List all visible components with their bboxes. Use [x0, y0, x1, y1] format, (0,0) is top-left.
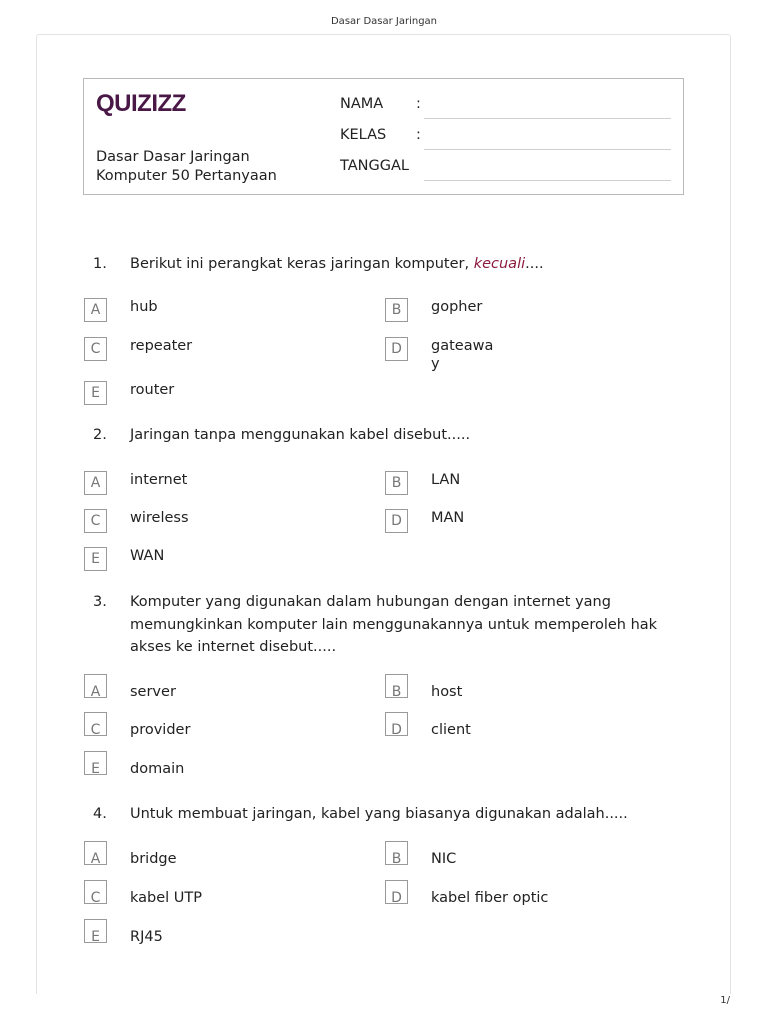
option-text: domain: [130, 761, 185, 777]
option-text: client: [431, 722, 471, 738]
option-q3-d[interactable]: [385, 712, 675, 742]
option-checkbox[interactable]: C: [84, 509, 107, 533]
name-label: NAMA: [340, 96, 384, 112]
question-number: 2.: [93, 427, 107, 443]
option-q4-d[interactable]: [385, 880, 675, 910]
option-q4-a[interactable]: [84, 841, 374, 871]
option-text: gateaway: [431, 338, 494, 372]
option-q1-e[interactable]: [84, 381, 374, 411]
question-text: Untuk membuat jaringan, kabel yang biasanya digunakan adalah.....: [130, 806, 628, 822]
name-field: [340, 96, 676, 120]
name-colon: :: [416, 96, 421, 112]
class-label: KELAS: [340, 127, 387, 143]
option-text: RJ45: [130, 929, 163, 945]
option-q3-b[interactable]: [385, 674, 675, 704]
option-q4-e[interactable]: [84, 919, 374, 949]
question-text: Berikut ini perangkat keras jaringan komputer, kecuali....: [130, 256, 544, 272]
option-text: kabel UTP: [130, 890, 203, 906]
question-text: Komputer yang digunakan dalam hubungan dengan internet yang memungkinkan komputer lain menggunakannya untuk memperoleh hak akses ke internet disebut.....: [130, 594, 658, 655]
option-text: server: [130, 684, 176, 700]
option-q2-d[interactable]: [385, 509, 675, 539]
option-checkbox[interactable]: E: [84, 751, 107, 775]
option-text: MAN: [431, 510, 465, 526]
option-q1-c[interactable]: [84, 337, 374, 367]
option-checkbox[interactable]: B: [385, 841, 408, 865]
option-q1-b[interactable]: [385, 298, 675, 328]
option-checkbox[interactable]: A: [84, 471, 107, 495]
option-q2-b[interactable]: [385, 471, 675, 501]
question-number: 4.: [93, 806, 107, 822]
option-text: gopher: [431, 299, 483, 315]
option-checkbox[interactable]: B: [385, 471, 408, 495]
option-q2-c[interactable]: [84, 509, 374, 539]
option-text: provider: [130, 722, 191, 738]
option-text: wireless: [130, 510, 189, 526]
option-text: bridge: [130, 851, 177, 867]
class-input-line[interactable]: [424, 149, 671, 150]
option-checkbox[interactable]: B: [385, 298, 408, 322]
option-checkbox[interactable]: A: [84, 298, 107, 322]
option-checkbox[interactable]: E: [84, 381, 107, 405]
class-colon: :: [416, 127, 421, 143]
option-q4-b[interactable]: [385, 841, 675, 871]
page-counter: 1/: [720, 995, 730, 1006]
option-checkbox[interactable]: C: [84, 712, 107, 736]
option-q1-a[interactable]: [84, 298, 374, 328]
question-number: 1.: [93, 256, 107, 272]
option-q3-e[interactable]: [84, 751, 374, 781]
question-emphasis: kecuali: [473, 256, 526, 272]
question-text: Jaringan tanpa menggunakan kabel disebut.....: [130, 427, 471, 443]
option-checkbox[interactable]: E: [84, 919, 107, 943]
quiz-title: Dasar Dasar Jaringan Komputer 50 Pertanyaan: [96, 149, 277, 184]
date-field: [340, 158, 676, 182]
option-text: kabel fiber optic: [431, 890, 549, 906]
logo-text: QUIZIZZ: [96, 90, 186, 117]
document-title: Dasar Dasar Jaringan: [330, 16, 438, 27]
option-checkbox[interactable]: D: [385, 880, 408, 904]
quiz-header: [83, 78, 684, 195]
option-text: host: [431, 684, 463, 700]
option-checkbox[interactable]: C: [84, 337, 107, 361]
option-text: NIC: [431, 851, 457, 867]
option-q1-d[interactable]: [385, 337, 675, 377]
option-text: repeater: [130, 338, 193, 354]
quizizz-logo: [96, 89, 186, 117]
class-field: [340, 127, 676, 151]
option-checkbox[interactable]: D: [385, 337, 408, 361]
option-text: WAN: [130, 548, 165, 564]
option-text: hub: [130, 299, 158, 315]
option-text: LAN: [431, 472, 461, 488]
date-input-line[interactable]: [424, 180, 671, 181]
option-checkbox[interactable]: C: [84, 880, 107, 904]
option-checkbox[interactable]: A: [84, 674, 107, 698]
option-q4-c[interactable]: [84, 880, 374, 910]
option-text: router: [130, 382, 175, 398]
option-checkbox[interactable]: B: [385, 674, 408, 698]
name-input-line[interactable]: [424, 118, 671, 119]
option-checkbox[interactable]: D: [385, 509, 408, 533]
option-checkbox[interactable]: A: [84, 841, 107, 865]
date-label: TANGGAL: [340, 158, 409, 174]
question-number: 3.: [93, 594, 107, 610]
option-checkbox[interactable]: E: [84, 547, 107, 571]
option-checkbox[interactable]: D: [385, 712, 408, 736]
option-q3-c[interactable]: [84, 712, 374, 742]
option-q2-a[interactable]: [84, 471, 374, 501]
option-q3-a[interactable]: [84, 674, 374, 704]
option-q2-e[interactable]: [84, 547, 374, 577]
option-text: internet: [130, 472, 188, 488]
